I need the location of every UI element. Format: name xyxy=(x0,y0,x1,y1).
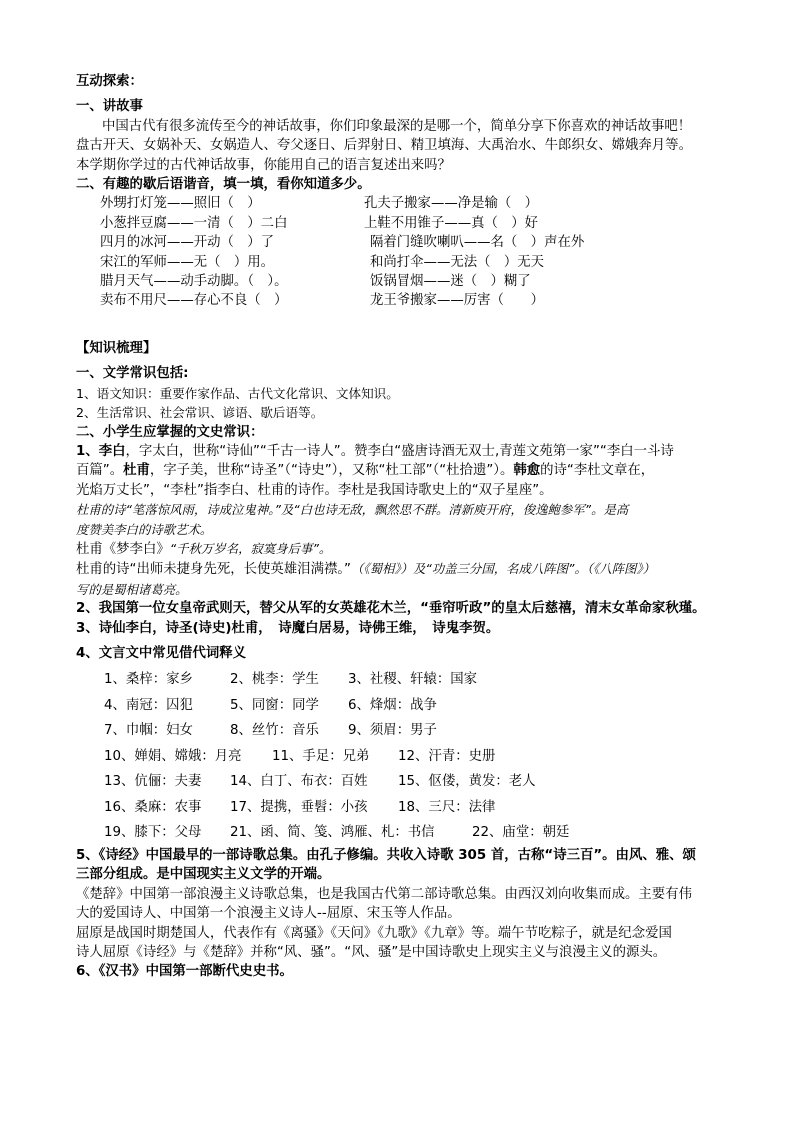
story-section-title: 一、讲故事 xyxy=(76,99,143,115)
knowledge-title: 【知识梳理】 xyxy=(76,340,157,356)
dufu-praise-line: 杜甫的诗“笔落惊风雨，诗成泣鬼神。”及“白也诗无敌，飘然思不群。清新庾开府，俊逸鲍参军”。是高 xyxy=(76,502,629,518)
metonymy-table xyxy=(76,667,736,846)
dream-libai-quote: “千秋万岁名，寂寞身后事”。 xyxy=(169,540,332,556)
shijing-line: 5、《诗经》中国最早的一部诗歌总集。由孔子修编。共收入诗歌 305 首，古称“诗三百”。由风、雅、颂 xyxy=(76,847,696,863)
libai-name: 1、李白 xyxy=(76,443,126,459)
quyuan-line: 屈原是战国时期楚国人，代表作有《离骚》《天问》《九歌》《九章》等。端午节吃粽子，就是纪念爱国 xyxy=(76,925,672,941)
xiehouyu-section-title: 二、有趣的歇后语谐音，填一填，看你知道多少。 xyxy=(76,177,371,193)
metonymy-item: 9、须眉：男子 xyxy=(348,723,437,739)
xiehouyu-item: 卖布不用尺——存心不良（ ） xyxy=(100,293,288,309)
quyuan-line: 诗人屈原《诗经》与《楚辞》并称“风、骚”。“风、骚”是中国诗歌史上现实主义与浪漫主义的源头。 xyxy=(76,944,667,960)
xiehouyu-row xyxy=(100,253,736,272)
dufu-praise-line: 度赞美李白的诗歌艺术。 xyxy=(76,521,213,537)
metonymy-item: 11、手足：兄弟 xyxy=(272,748,370,764)
chuci-line: 《楚辞》中国第一部浪漫主义诗歌总集，也是我国古代第二部诗歌总集。由西汉刘向收集而成。主要有伟 xyxy=(76,886,692,902)
metonymy-row xyxy=(76,769,736,795)
hanyu-name: 韩愈 xyxy=(513,463,541,479)
xiehouyu-list xyxy=(76,194,736,310)
dufu-desc: ，字子美，世称“诗圣”（“诗史”），又称“杜工部”（“杜拾遗”）。 xyxy=(149,463,514,479)
hanyu-desc: 的诗“李杜文章在， xyxy=(540,463,655,479)
libai-paragraph-line xyxy=(76,442,736,461)
xiehouyu-item: 四月的冰河——开动（ ）了 xyxy=(100,235,275,251)
shuxiang-quote: 杜甫的诗“出师未捷身先死，长使英雄泪满襟。” xyxy=(76,562,351,578)
story-intro-text: 中国古代有很多流传至今的神话故事，你们印象最深的是哪一个，简单分享下你喜欢的神话故事吧！ xyxy=(102,118,692,134)
literature-common-title: 一、文学常识包括: xyxy=(76,366,189,382)
dream-libai-title: 杜甫《梦李白》 xyxy=(76,541,170,557)
libai-desc: ，字太白，世称“诗仙”“千古一诗人”。赞李白“盛唐诗酒无双士,青莲文苑第一家”“李白一斗诗 xyxy=(125,443,674,459)
metonymy-item: 14、白丁、布衣：百姓 xyxy=(230,774,368,790)
xiehouyu-item: 饭锅冒烟——迷（ ）糊了 xyxy=(370,274,531,290)
hanshu-line: 6、《汉书》中国第一部断代史史书。 xyxy=(76,964,293,980)
xiehouyu-item: 腊月天气——动手动脚。（ ）。 xyxy=(100,274,288,290)
metonymy-item: 3、社稷、轩辕：国家 xyxy=(348,672,478,688)
metonymy-row xyxy=(76,795,736,821)
zhugeliang-line: 写的是蜀相诸葛亮。 xyxy=(76,581,188,597)
xiehouyu-row xyxy=(100,291,736,310)
section-header: 互动探索： xyxy=(76,74,143,89)
xiehouyu-row xyxy=(100,214,736,233)
literature-item: 2、生活常识、社会常识、谚语、歇后语等。 xyxy=(76,405,324,421)
story-question-text: 本学期你学过的古代神话故事，你能用自己的语言复述出来吗？ xyxy=(76,157,451,173)
metonymy-item: 13、伉俪：夫妻 xyxy=(104,774,202,790)
metonymy-item: 7、巾帼：妇女 xyxy=(104,723,193,739)
metonymy-row xyxy=(76,744,736,770)
metonymy-item: 15、伛偻，黄发：老人 xyxy=(398,774,536,790)
xiehouyu-item: 外甥打灯笼——照旧（ ） xyxy=(100,196,261,212)
literature-item: 1、语文知识：重要作家作品、古代文化常识、文体知识。 xyxy=(76,385,399,401)
libai-desc-end: 百篇”。 xyxy=(76,463,124,479)
document-page xyxy=(76,72,736,982)
metonymy-row xyxy=(76,693,736,719)
xiehouyu-item: 龙王爷搬家——厉害（ ） xyxy=(370,293,545,309)
xiehouyu-item: 隔着门缝吹喇叭——名（ ）声在外 xyxy=(370,235,585,251)
metonymy-item: 2、桃李：学生 xyxy=(230,672,319,688)
xiehouyu-item: 和尚打伞——无法（ ）无天 xyxy=(370,254,545,270)
dream-libai-line xyxy=(76,539,736,559)
metonymy-item: 4、南冠：囚犯 xyxy=(104,697,193,713)
shuxiang-line xyxy=(76,559,736,579)
metonymy-item: 1、桑梓：家乡 xyxy=(104,672,193,688)
xiehouyu-row xyxy=(100,233,736,252)
metonymy-item: 22、庙堂：朝廷 xyxy=(472,825,570,841)
poet-titles-line: 3、诗仙李白，诗圣(诗史)杜甫， 诗魔白居易，诗佛王维， 诗鬼李贺。 xyxy=(76,620,500,636)
bazhentu-quote: （《蜀相》）及“功盖三分国，名成八阵图”。（《八阵图》） xyxy=(351,561,655,577)
shijing-line: 三部分组成。是中国现实主义文学的开端。 xyxy=(76,867,331,883)
xiehouyu-item: 宋江的军师——无（ ）用。 xyxy=(100,254,275,270)
metonymy-item: 21、函、简、笺、鸿雁、札：书信 xyxy=(230,825,435,841)
xiehouyu-item: 小葱拌豆腐——一清（ ）二白 xyxy=(100,215,288,231)
metonymy-row xyxy=(76,667,736,693)
metonymy-item: 5、同窗：同学 xyxy=(230,697,319,713)
xiehouyu-item: 孔夫子搬家——净是输（ ） xyxy=(364,196,539,212)
xiehouyu-row xyxy=(100,272,736,291)
metonymy-item: 17、提携，垂髫：小孩 xyxy=(230,799,368,815)
metonymy-item: 6、烽烟：战争 xyxy=(348,697,437,713)
xiehouyu-item: 上鞋不用锥子——真（ ）好 xyxy=(364,215,539,231)
metonymy-row xyxy=(76,820,736,846)
dufu-paragraph-line xyxy=(76,461,736,480)
metonymy-item: 16、桑麻：农事 xyxy=(104,799,202,815)
libai-dufu-line: 光焰万丈长”，“李杜”指李白、杜甫的诗作。李杜是我国诗歌史上的“双子星座”。 xyxy=(76,482,553,498)
metonymy-item: 10、婵娟、嫦娥：月亮 xyxy=(104,748,242,764)
metonymy-item: 8、丝竹：音乐 xyxy=(230,723,319,739)
dufu-name: 杜甫 xyxy=(123,463,150,479)
metonymy-item: 19、膝下：父母 xyxy=(104,825,202,841)
metonymy-row xyxy=(76,718,736,744)
story-list-text: 盘古开天、女娲补天、女娲造人、夸父逐日、后羿射日、精卫填海、大禹治水、牛郎织女、嫦娥奔月等。 xyxy=(76,138,692,154)
metonymy-item: 12、汗青：史册 xyxy=(398,748,496,764)
metonymy-item: 18、三尺：法律 xyxy=(398,799,496,815)
chuci-line: 大的爱国诗人、中国第一个浪漫主义诗人--屈原、宋玉等人作品。 xyxy=(76,906,461,922)
metonymy-title: 4、文言文中常见借代词释义 xyxy=(76,645,247,661)
xiehouyu-row xyxy=(100,194,736,213)
history-common-title: 二、小学生应掌握的文史常识： xyxy=(76,424,264,440)
women-figures-line: 2、我国第一位女皇帝武则天，替父从军的女英雄花木兰，“垂帘听政”的皇太后慈禧，清末女革命家秋瑾。 xyxy=(76,601,706,617)
